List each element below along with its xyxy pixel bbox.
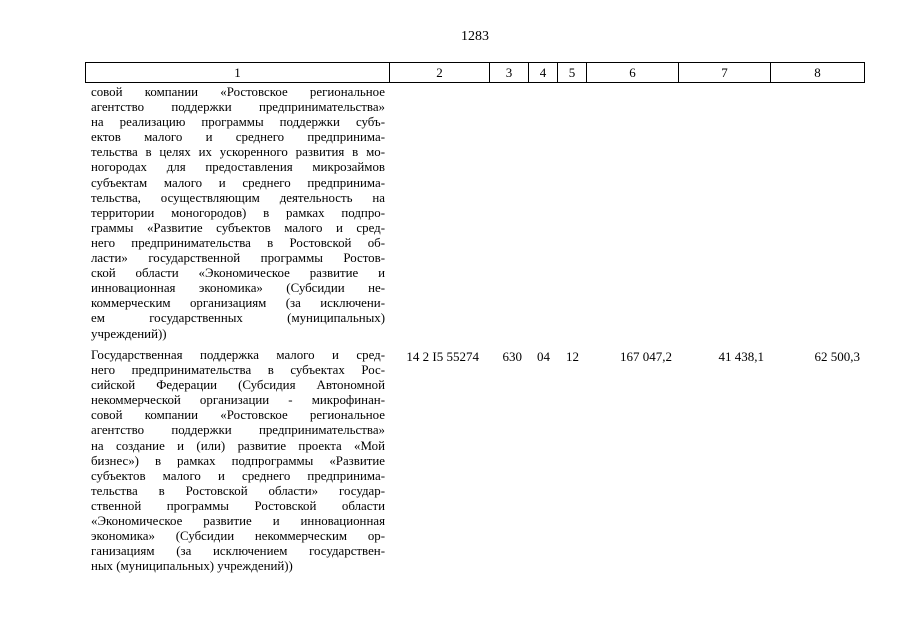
description-line: бизнес») в рамках подпрограммы «Развитие: [91, 453, 385, 468]
section-cell: 04: [537, 349, 550, 364]
description-line: ласти» государственной программы Ростов-: [91, 251, 385, 266]
column-header-4: 4: [529, 63, 558, 82]
table-body: [85, 83, 865, 586]
subsection-cell: 12: [566, 349, 579, 364]
description-line: тельства, осуществляющим деятельность на: [91, 190, 385, 205]
column-header-2: 2: [390, 63, 490, 82]
description-line: инновационная экономика» (Субсидии не-: [91, 281, 385, 296]
description-line: ем государственных (муниципальных): [91, 311, 385, 326]
column-header-8: 8: [814, 65, 821, 80]
expense-type-cell: 630: [502, 349, 522, 364]
description-line: «Экономическое развитие и инновационная: [91, 514, 385, 529]
description-line: Государственная поддержка малого и сред-: [91, 348, 385, 362]
target-code-cell: 14 2 I5 55274: [406, 349, 479, 364]
description-line: совой компании «Ростовское региональное: [91, 85, 385, 99]
description-line: ектов малого и среднего предпринима-: [91, 130, 385, 145]
description-line: совой компании «Ростовское региональное: [91, 408, 385, 423]
description-line: агентство поддержки предпринимательства»: [91, 423, 385, 438]
amount-cell-7: 41 438,1: [718, 349, 764, 364]
description-line: сийской Федерации (Субсидия Автономной: [91, 378, 385, 393]
description-line: учреждений)): [91, 326, 167, 341]
description-line: ногородах для предоставления микрозаймов: [91, 160, 385, 175]
amount-cell-8: 62 500,3: [814, 349, 860, 364]
column-header-7: 7: [679, 63, 771, 82]
row-description: [91, 348, 385, 574]
description-line: ных (муниципальных) учреждений)): [91, 559, 293, 574]
description-line: субъектам малого и среднего предпринима-: [91, 175, 385, 190]
description-line: него предпринимательства в субъектах Рос-: [91, 363, 385, 378]
description-line: субъектов малого и среднего предпринима-: [91, 468, 385, 483]
description-line: тельства в целях их ускоренного развития в мо-: [91, 145, 385, 160]
description-line: экономика» (Субсидии некоммерческим ор-: [91, 529, 385, 544]
row-description: [91, 85, 385, 342]
table-header: [85, 62, 865, 83]
description-line: коммерческим организациям (за исключени-: [91, 296, 385, 311]
amount-cell-6: 167 047,2: [620, 349, 672, 364]
description-line: ской области «Экономическое развитие и: [91, 266, 385, 281]
description-line: него предпринимательства в Ростовской об-: [91, 235, 385, 250]
description-line: некоммерческой организации - микрофинан-: [91, 393, 385, 408]
description-line: агентство поддержки предпринимательства»: [91, 100, 385, 115]
table-row: [85, 83, 865, 346]
description-line: ственной программы Ростовской области: [91, 498, 385, 513]
description-line: граммы «Развитие субъектов малого и сред-: [91, 220, 385, 235]
page-number: 1283: [461, 29, 489, 44]
description-line: территории моногородов) в рамках подпро-: [91, 205, 385, 220]
column-header-5: 5: [558, 63, 587, 82]
table-row: [85, 346, 865, 586]
column-header-1: 1: [86, 63, 390, 82]
description-line: тельства в Ростовской области» государ-: [91, 483, 385, 498]
budget-table: [85, 62, 865, 586]
column-header-3: 3: [490, 63, 529, 82]
description-line: на реализацию программы поддержки субъ-: [91, 115, 385, 130]
description-line: ганизациям (за исключением государствен-: [91, 544, 385, 559]
column-header-6: 6: [587, 63, 679, 82]
description-line: на создание и (или) развитие проекта «Мой: [91, 438, 385, 453]
